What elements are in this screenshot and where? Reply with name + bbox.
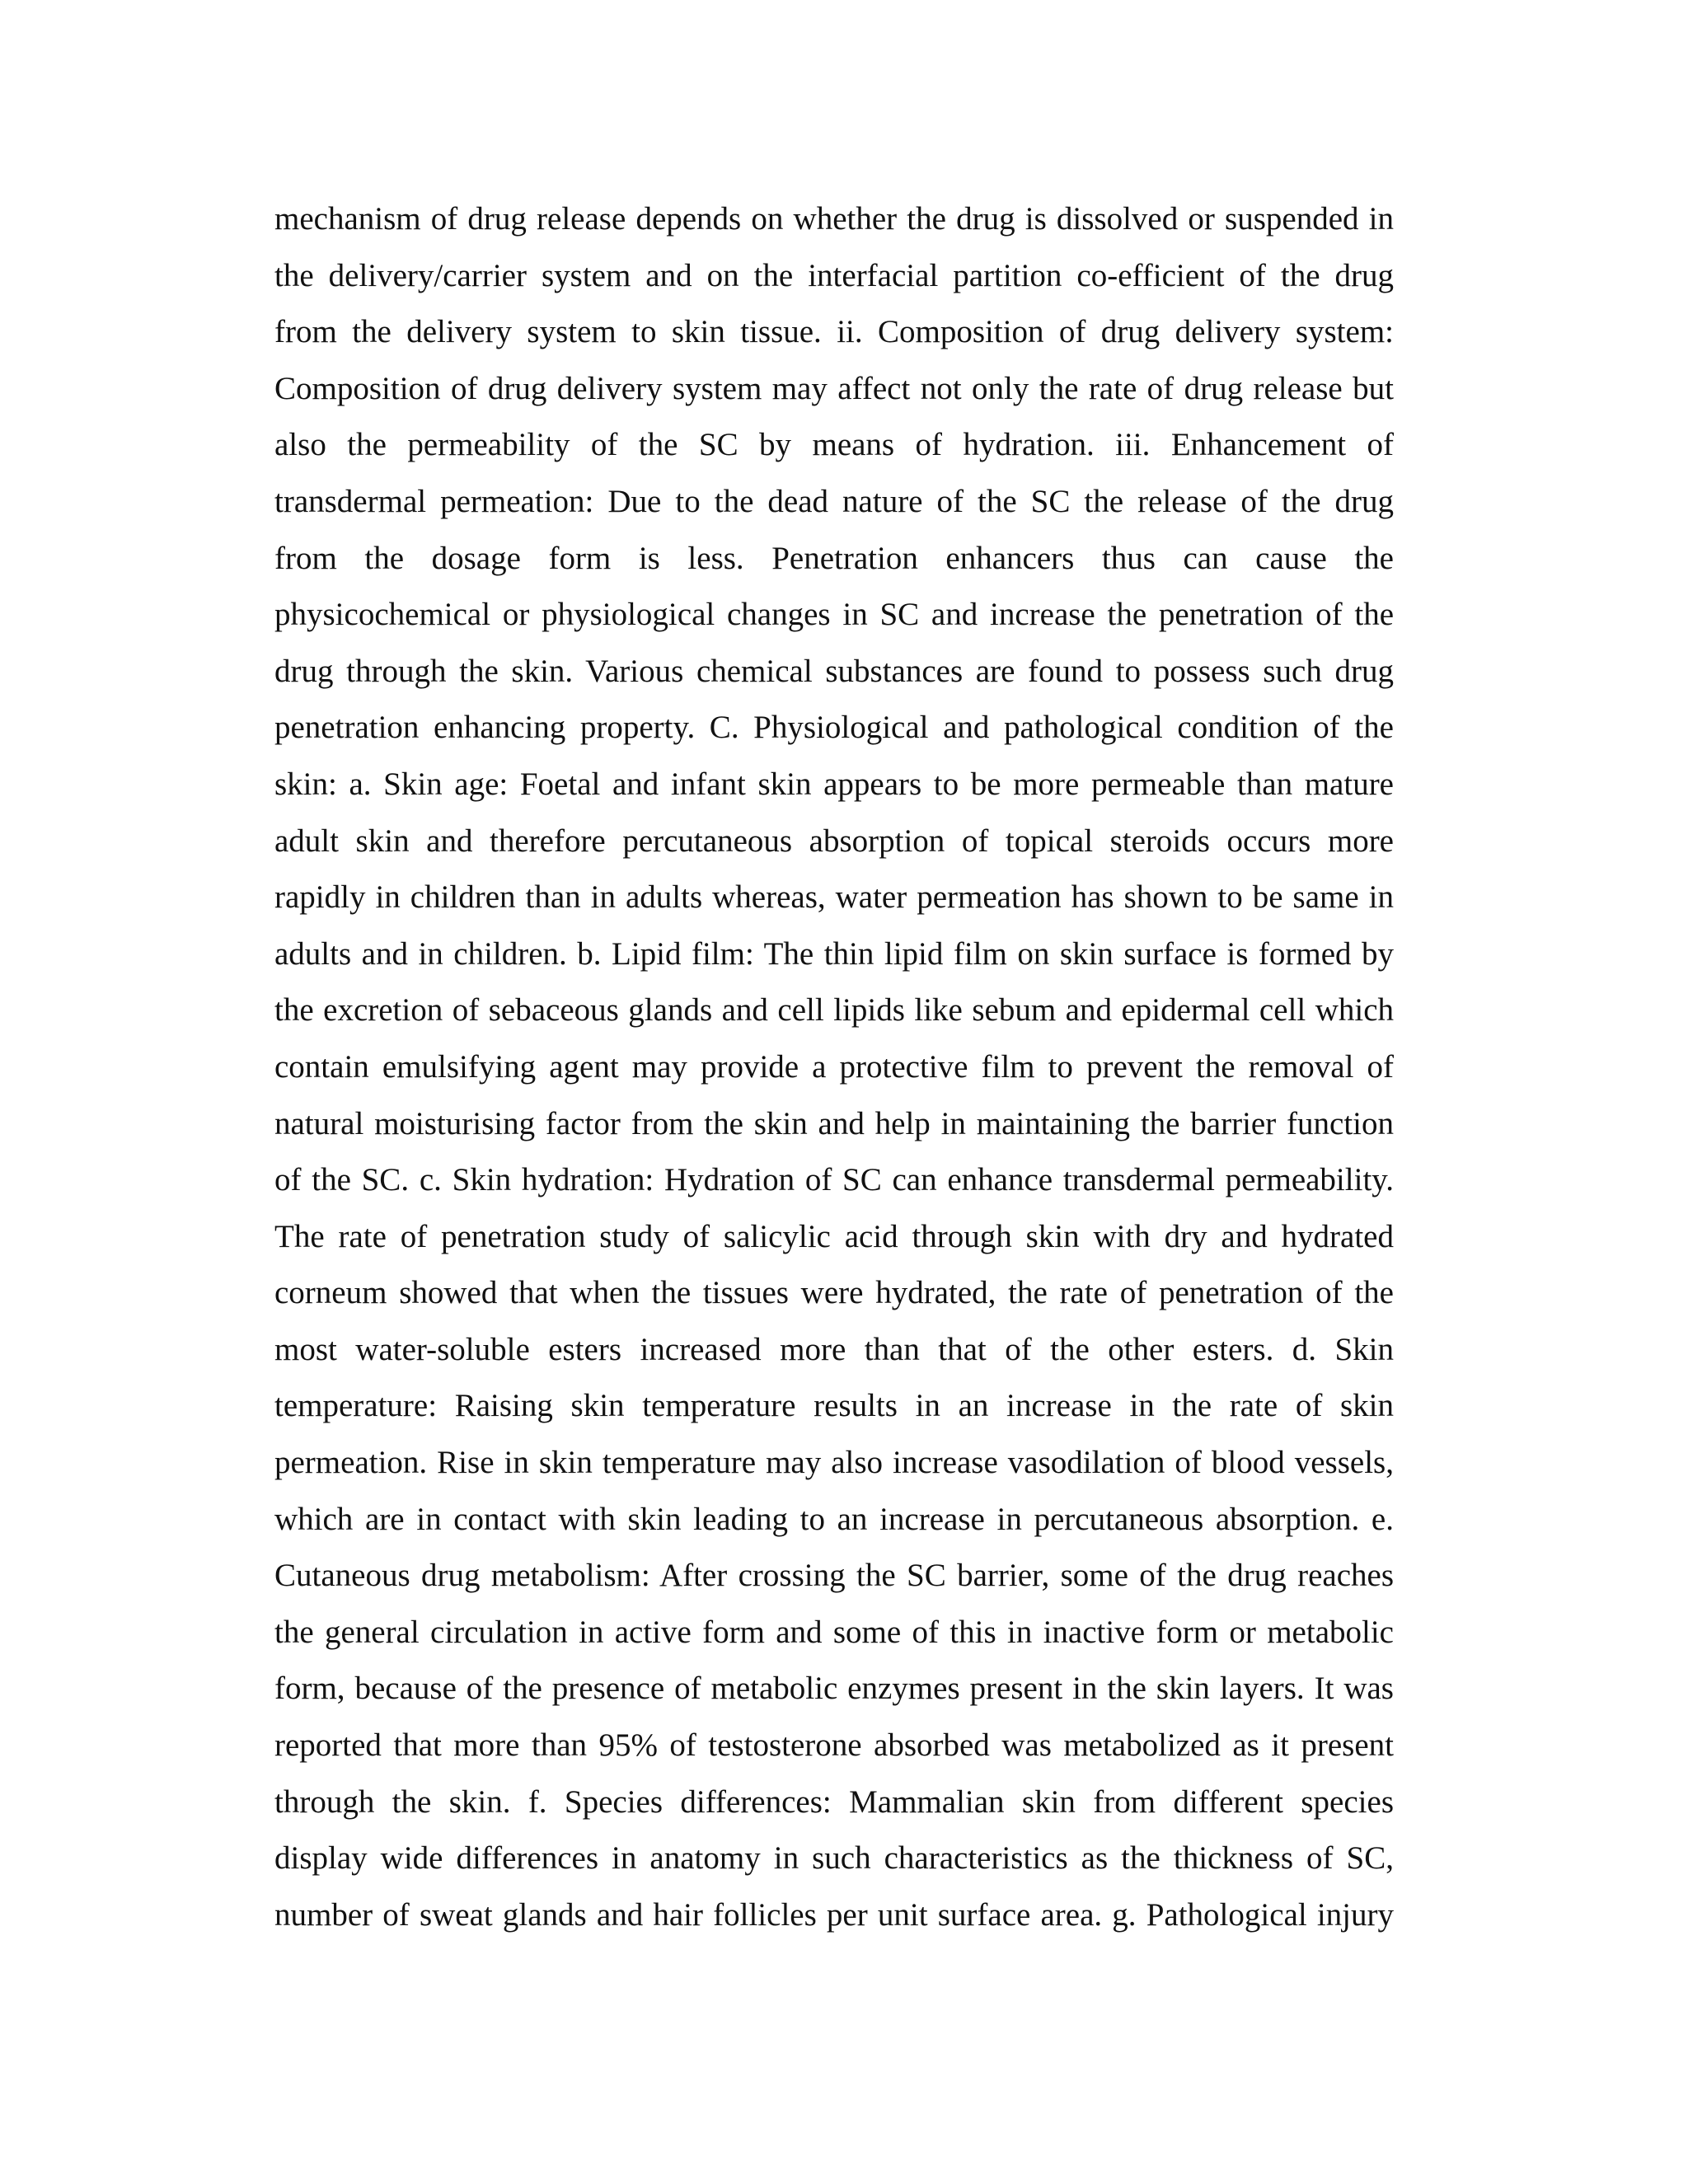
- text-line-13: rapidly in children than in adults whereas, water permeation has shown to be same in: [274, 879, 1394, 916]
- text-line-30: display wide differences in anatomy in such characteristics as the thickness of SC,: [274, 1840, 1394, 1877]
- text-line-15: the excretion of sebaceous glands and cell lipids like sebum and epidermal cell which: [274, 992, 1394, 1029]
- text-line-3: from the delivery system to skin tissue. ii. Composition of drug delivery system:: [274, 314, 1394, 350]
- text-line-8: physicochemical or physiological changes in SC and increase the penetration of the: [274, 597, 1394, 633]
- body-paragraph: [274, 191, 1394, 1943]
- text-line-22: temperature: Raising skin temperature results in an increase in the rate of skin: [274, 1388, 1394, 1424]
- text-line-9: drug through the skin. Various chemical substances are found to possess such drug: [274, 653, 1394, 689]
- text-line-14: adults and in children. b. Lipid film: The thin lipid film on skin surface is formed by: [274, 935, 1394, 972]
- text-line-1: mechanism of drug release depends on whether the drug is dissolved or suspended in: [274, 201, 1394, 237]
- text-line-23: permeation. Rise in skin temperature may also increase vasodilation of blood vessels,: [274, 1445, 1394, 1481]
- text-line-7: from the dosage form is less. Penetration enhancers thus can cause the: [274, 540, 1394, 576]
- text-line-12: adult skin and therefore percutaneous absorption of topical steroids occurs more: [274, 823, 1394, 859]
- text-line-27: form, because of the presence of metabolic enzymes present in the skin layers. It was: [274, 1671, 1394, 1707]
- text-line-17: natural moisturising factor from the skin and help in maintaining the barrier function: [274, 1105, 1394, 1141]
- text-line-10: penetration enhancing property. C. Physiological and pathological condition of the: [274, 710, 1394, 746]
- text-line-24: which are in contact with skin leading to an increase in percutaneous absorption. e.: [274, 1501, 1394, 1537]
- text-line-5: also the permeability of the SC by means of hydration. iii. Enhancement of: [274, 427, 1394, 463]
- text-line-18: of the SC. c. Skin hydration: Hydration of SC can enhance transdermal permeability.: [274, 1162, 1394, 1198]
- text-line-19: The rate of penetration study of salicylic acid through skin with dry and hydrated: [274, 1218, 1394, 1254]
- text-line-6: transdermal permeation: Due to the dead nature of the SC the release of the drug: [274, 483, 1394, 519]
- text-line-26: the general circulation in active form and some of this in inactive form or metabolic: [274, 1614, 1394, 1650]
- text-line-11: skin: a. Skin age: Foetal and infant skin appears to be more permeable than mature: [274, 766, 1394, 802]
- text-line-2: the delivery/carrier system and on the interfacial partition co-efficient of the drug: [274, 257, 1394, 293]
- text-line-25: Cutaneous drug metabolism: After crossing the SC barrier, some of the drug reaches: [274, 1558, 1394, 1594]
- text-line-29: through the skin. f. Species differences: Mammalian skin from different species: [274, 1783, 1394, 1820]
- text-line-21: most water-soluble esters increased more than that of the other esters. d. Skin: [274, 1331, 1394, 1367]
- text-line-20: corneum showed that when the tissues were hydrated, the rate of penetration of the: [274, 1275, 1394, 1311]
- text-line-4: Composition of drug delivery system may affect not only the rate of drug release but: [274, 370, 1394, 406]
- text-line-16: contain emulsifying agent may provide a protective film to prevent the removal of: [274, 1048, 1394, 1085]
- text-line-28: reported that more than 95% of testosterone absorbed was metabolized as it present: [274, 1727, 1394, 1764]
- text-line-31: number of sweat glands and hair follicles per unit surface area. g. Pathological injury: [274, 1896, 1394, 1933]
